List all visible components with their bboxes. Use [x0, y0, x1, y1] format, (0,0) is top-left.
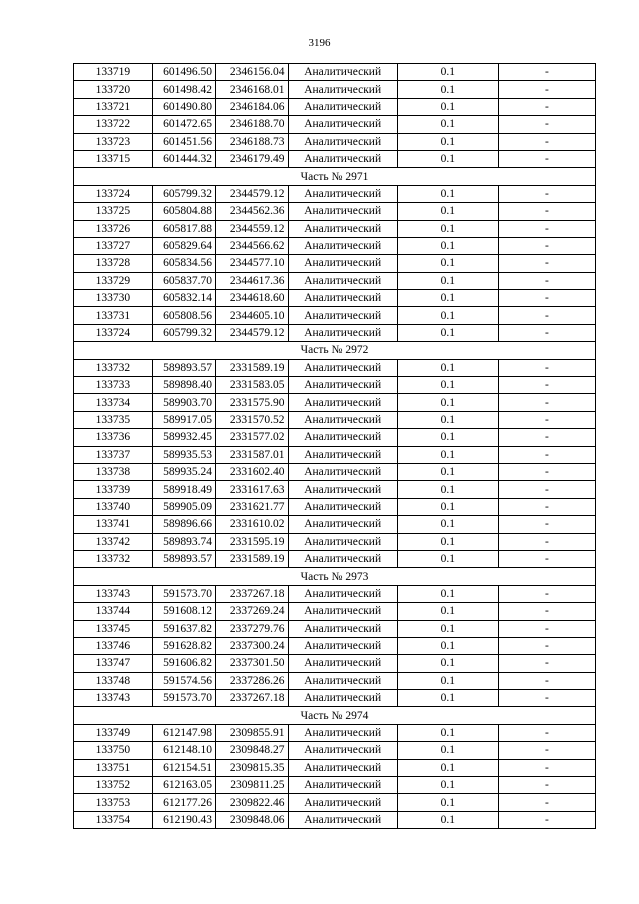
x-coordinate-cell: 601496.50: [152, 64, 215, 81]
y-coordinate-cell: 2344618.60: [215, 290, 288, 307]
point-number-cell: 133739: [74, 481, 153, 498]
point-number-cell: 133745: [74, 620, 153, 637]
x-coordinate-cell: 589893.74: [152, 533, 215, 550]
y-coordinate-cell: 2331595.19: [215, 533, 288, 550]
point-number-cell: 133743: [74, 690, 153, 707]
part-title: Часть № 2974: [74, 707, 596, 724]
part-header-row: [74, 568, 596, 585]
method-cell: Аналитический: [288, 324, 397, 341]
x-coordinate-cell: 605837.70: [152, 272, 215, 289]
point-number-cell: 133746: [74, 637, 153, 654]
description-cell: -: [498, 237, 595, 254]
method-cell: Аналитический: [288, 307, 397, 324]
method-cell: Аналитический: [288, 724, 397, 741]
method-cell: Аналитический: [288, 637, 397, 654]
method-cell: Аналитический: [288, 811, 397, 828]
y-coordinate-cell: 2309811.25: [215, 777, 288, 794]
point-number-cell: 133743: [74, 585, 153, 602]
method-cell: Аналитический: [288, 777, 397, 794]
x-coordinate-cell: 605832.14: [152, 290, 215, 307]
accuracy-cell: 0.1: [397, 498, 498, 515]
method-cell: Аналитический: [288, 98, 397, 115]
y-coordinate-cell: 2337286.26: [215, 672, 288, 689]
table-row: [74, 637, 596, 654]
table-row: [74, 64, 596, 81]
description-cell: -: [498, 307, 595, 324]
point-number-cell: 133723: [74, 133, 153, 150]
point-number-cell: 133737: [74, 446, 153, 463]
x-coordinate-cell: 589935.24: [152, 463, 215, 480]
x-coordinate-cell: 605834.56: [152, 255, 215, 272]
x-coordinate-cell: 612147.98: [152, 724, 215, 741]
table-row: [74, 742, 596, 759]
accuracy-cell: 0.1: [397, 81, 498, 98]
point-number-cell: 133750: [74, 742, 153, 759]
table-row: [74, 811, 596, 828]
table-row: [74, 585, 596, 602]
point-number-cell: 133744: [74, 603, 153, 620]
x-coordinate-cell: 591573.70: [152, 690, 215, 707]
accuracy-cell: 0.1: [397, 185, 498, 202]
description-cell: -: [498, 620, 595, 637]
point-number-cell: 133724: [74, 185, 153, 202]
y-coordinate-cell: 2337301.50: [215, 655, 288, 672]
table-row: [74, 759, 596, 776]
y-coordinate-cell: 2337267.18: [215, 585, 288, 602]
point-number-cell: 133721: [74, 98, 153, 115]
description-cell: -: [498, 290, 595, 307]
table-row: [74, 220, 596, 237]
table-row: [74, 672, 596, 689]
accuracy-cell: 0.1: [397, 377, 498, 394]
description-cell: -: [498, 637, 595, 654]
accuracy-cell: 0.1: [397, 429, 498, 446]
point-number-cell: 133724: [74, 324, 153, 341]
x-coordinate-cell: 601472.65: [152, 116, 215, 133]
accuracy-cell: 0.1: [397, 446, 498, 463]
description-cell: -: [498, 655, 595, 672]
accuracy-cell: 0.1: [397, 603, 498, 620]
description-cell: -: [498, 759, 595, 776]
description-cell: -: [498, 516, 595, 533]
table-row: [74, 255, 596, 272]
table-row: [74, 498, 596, 515]
description-cell: -: [498, 150, 595, 167]
table-row: [74, 777, 596, 794]
description-cell: -: [498, 133, 595, 150]
y-coordinate-cell: 2309815.35: [215, 759, 288, 776]
description-cell: -: [498, 742, 595, 759]
y-coordinate-cell: 2344617.36: [215, 272, 288, 289]
accuracy-cell: 0.1: [397, 637, 498, 654]
y-coordinate-cell: 2344577.10: [215, 255, 288, 272]
y-coordinate-cell: 2346188.73: [215, 133, 288, 150]
point-number-cell: 133754: [74, 811, 153, 828]
description-cell: -: [498, 359, 595, 376]
method-cell: Аналитический: [288, 185, 397, 202]
accuracy-cell: 0.1: [397, 359, 498, 376]
y-coordinate-cell: 2344605.10: [215, 307, 288, 324]
coordinates-table-body: [74, 64, 596, 829]
accuracy-cell: 0.1: [397, 655, 498, 672]
accuracy-cell: 0.1: [397, 237, 498, 254]
description-cell: -: [498, 585, 595, 602]
point-number-cell: 133747: [74, 655, 153, 672]
description-cell: -: [498, 98, 595, 115]
point-number-cell: 133749: [74, 724, 153, 741]
point-number-cell: 133732: [74, 550, 153, 567]
x-coordinate-cell: 601444.32: [152, 150, 215, 167]
x-coordinate-cell: 589896.66: [152, 516, 215, 533]
method-cell: Аналитический: [288, 603, 397, 620]
x-coordinate-cell: 605804.88: [152, 203, 215, 220]
method-cell: Аналитический: [288, 64, 397, 81]
description-cell: -: [498, 377, 595, 394]
y-coordinate-cell: 2309848.06: [215, 811, 288, 828]
point-number-cell: 133753: [74, 794, 153, 811]
accuracy-cell: 0.1: [397, 690, 498, 707]
description-cell: -: [498, 463, 595, 480]
y-coordinate-cell: 2344579.12: [215, 324, 288, 341]
y-coordinate-cell: 2331602.40: [215, 463, 288, 480]
accuracy-cell: 0.1: [397, 794, 498, 811]
description-cell: -: [498, 550, 595, 567]
point-number-cell: 133738: [74, 463, 153, 480]
description-cell: -: [498, 255, 595, 272]
description-cell: -: [498, 429, 595, 446]
y-coordinate-cell: 2331610.02: [215, 516, 288, 533]
y-coordinate-cell: 2346188.70: [215, 116, 288, 133]
accuracy-cell: 0.1: [397, 203, 498, 220]
method-cell: Аналитический: [288, 550, 397, 567]
table-row: [74, 550, 596, 567]
accuracy-cell: 0.1: [397, 150, 498, 167]
description-cell: -: [498, 411, 595, 428]
description-cell: -: [498, 794, 595, 811]
description-cell: -: [498, 203, 595, 220]
point-number-cell: 133731: [74, 307, 153, 324]
point-number-cell: 133735: [74, 411, 153, 428]
y-coordinate-cell: 2309848.27: [215, 742, 288, 759]
method-cell: Аналитический: [288, 446, 397, 463]
method-cell: Аналитический: [288, 150, 397, 167]
accuracy-cell: 0.1: [397, 759, 498, 776]
table-row: [74, 133, 596, 150]
part-title: Часть № 2972: [74, 342, 596, 359]
y-coordinate-cell: 2346168.01: [215, 81, 288, 98]
method-cell: Аналитический: [288, 290, 397, 307]
table-row: [74, 116, 596, 133]
point-number-cell: 133733: [74, 377, 153, 394]
y-coordinate-cell: 2331575.90: [215, 394, 288, 411]
x-coordinate-cell: 591574.56: [152, 672, 215, 689]
accuracy-cell: 0.1: [397, 620, 498, 637]
table-row: [74, 533, 596, 550]
part-header-row: [74, 707, 596, 724]
x-coordinate-cell: 612154.51: [152, 759, 215, 776]
table-row: [74, 150, 596, 167]
x-coordinate-cell: 591606.82: [152, 655, 215, 672]
accuracy-cell: 0.1: [397, 98, 498, 115]
y-coordinate-cell: 2337279.76: [215, 620, 288, 637]
description-cell: -: [498, 185, 595, 202]
method-cell: Аналитический: [288, 237, 397, 254]
description-cell: -: [498, 603, 595, 620]
point-number-cell: 133752: [74, 777, 153, 794]
y-coordinate-cell: 2337300.24: [215, 637, 288, 654]
method-cell: Аналитический: [288, 429, 397, 446]
point-number-cell: 133732: [74, 359, 153, 376]
y-coordinate-cell: 2344559.12: [215, 220, 288, 237]
y-coordinate-cell: 2346184.06: [215, 98, 288, 115]
description-cell: -: [498, 272, 595, 289]
accuracy-cell: 0.1: [397, 672, 498, 689]
method-cell: Аналитический: [288, 533, 397, 550]
coordinates-table: [73, 63, 596, 829]
x-coordinate-cell: 612163.05: [152, 777, 215, 794]
method-cell: Аналитический: [288, 203, 397, 220]
y-coordinate-cell: 2337267.18: [215, 690, 288, 707]
point-number-cell: 133736: [74, 429, 153, 446]
x-coordinate-cell: 612177.26: [152, 794, 215, 811]
y-coordinate-cell: 2337269.24: [215, 603, 288, 620]
method-cell: Аналитический: [288, 690, 397, 707]
table-row: [74, 324, 596, 341]
table-row: [74, 655, 596, 672]
y-coordinate-cell: 2331577.02: [215, 429, 288, 446]
accuracy-cell: 0.1: [397, 550, 498, 567]
description-cell: -: [498, 777, 595, 794]
table-row: [74, 794, 596, 811]
method-cell: Аналитический: [288, 620, 397, 637]
accuracy-cell: 0.1: [397, 742, 498, 759]
y-coordinate-cell: 2331621.77: [215, 498, 288, 515]
y-coordinate-cell: 2331589.19: [215, 550, 288, 567]
table-row: [74, 394, 596, 411]
table-row: [74, 411, 596, 428]
y-coordinate-cell: 2331617.63: [215, 481, 288, 498]
table-row: [74, 603, 596, 620]
method-cell: Аналитический: [288, 759, 397, 776]
accuracy-cell: 0.1: [397, 777, 498, 794]
y-coordinate-cell: 2331589.19: [215, 359, 288, 376]
point-number-cell: 133729: [74, 272, 153, 289]
accuracy-cell: 0.1: [397, 463, 498, 480]
x-coordinate-cell: 601490.80: [152, 98, 215, 115]
description-cell: -: [498, 811, 595, 828]
table-row: [74, 237, 596, 254]
accuracy-cell: 0.1: [397, 290, 498, 307]
y-coordinate-cell: 2309855.91: [215, 724, 288, 741]
method-cell: Аналитический: [288, 481, 397, 498]
method-cell: Аналитический: [288, 498, 397, 515]
point-number-cell: 133742: [74, 533, 153, 550]
x-coordinate-cell: 601498.42: [152, 81, 215, 98]
description-cell: -: [498, 64, 595, 81]
x-coordinate-cell: 589893.57: [152, 359, 215, 376]
accuracy-cell: 0.1: [397, 324, 498, 341]
table-row: [74, 290, 596, 307]
table-row: [74, 429, 596, 446]
description-cell: -: [498, 81, 595, 98]
table-row: [74, 724, 596, 741]
point-number-cell: 133751: [74, 759, 153, 776]
accuracy-cell: 0.1: [397, 133, 498, 150]
accuracy-cell: 0.1: [397, 481, 498, 498]
point-number-cell: 133727: [74, 237, 153, 254]
method-cell: Аналитический: [288, 81, 397, 98]
y-coordinate-cell: 2331570.52: [215, 411, 288, 428]
x-coordinate-cell: 589905.09: [152, 498, 215, 515]
point-number-cell: 133725: [74, 203, 153, 220]
description-cell: -: [498, 116, 595, 133]
method-cell: Аналитический: [288, 220, 397, 237]
table-row: [74, 481, 596, 498]
y-coordinate-cell: 2331583.05: [215, 377, 288, 394]
x-coordinate-cell: 589932.45: [152, 429, 215, 446]
x-coordinate-cell: 589918.49: [152, 481, 215, 498]
table-row: [74, 516, 596, 533]
accuracy-cell: 0.1: [397, 394, 498, 411]
x-coordinate-cell: 612190.43: [152, 811, 215, 828]
method-cell: Аналитический: [288, 655, 397, 672]
method-cell: Аналитический: [288, 794, 397, 811]
accuracy-cell: 0.1: [397, 255, 498, 272]
point-number-cell: 133722: [74, 116, 153, 133]
method-cell: Аналитический: [288, 133, 397, 150]
description-cell: -: [498, 533, 595, 550]
x-coordinate-cell: 605829.64: [152, 237, 215, 254]
part-header-row: [74, 342, 596, 359]
method-cell: Аналитический: [288, 394, 397, 411]
accuracy-cell: 0.1: [397, 533, 498, 550]
table-row: [74, 98, 596, 115]
x-coordinate-cell: 589903.70: [152, 394, 215, 411]
table-row: [74, 185, 596, 202]
accuracy-cell: 0.1: [397, 272, 498, 289]
method-cell: Аналитический: [288, 255, 397, 272]
y-coordinate-cell: 2331587.01: [215, 446, 288, 463]
x-coordinate-cell: 605799.32: [152, 324, 215, 341]
table-row: [74, 81, 596, 98]
method-cell: Аналитический: [288, 742, 397, 759]
x-coordinate-cell: 605817.88: [152, 220, 215, 237]
table-row: [74, 359, 596, 376]
table-row: [74, 203, 596, 220]
method-cell: Аналитический: [288, 359, 397, 376]
point-number-cell: 133730: [74, 290, 153, 307]
point-number-cell: 133740: [74, 498, 153, 515]
method-cell: Аналитический: [288, 585, 397, 602]
table-row: [74, 446, 596, 463]
table-row: [74, 307, 596, 324]
y-coordinate-cell: 2309822.46: [215, 794, 288, 811]
point-number-cell: 133726: [74, 220, 153, 237]
x-coordinate-cell: 591608.12: [152, 603, 215, 620]
x-coordinate-cell: 591628.82: [152, 637, 215, 654]
accuracy-cell: 0.1: [397, 811, 498, 828]
y-coordinate-cell: 2344566.62: [215, 237, 288, 254]
method-cell: Аналитический: [288, 272, 397, 289]
description-cell: -: [498, 690, 595, 707]
description-cell: -: [498, 324, 595, 341]
table-row: [74, 377, 596, 394]
description-cell: -: [498, 672, 595, 689]
accuracy-cell: 0.1: [397, 220, 498, 237]
accuracy-cell: 0.1: [397, 585, 498, 602]
x-coordinate-cell: 589898.40: [152, 377, 215, 394]
part-title: Часть № 2971: [74, 168, 596, 185]
point-number-cell: 133715: [74, 150, 153, 167]
x-coordinate-cell: 605799.32: [152, 185, 215, 202]
point-number-cell: 133720: [74, 81, 153, 98]
accuracy-cell: 0.1: [397, 516, 498, 533]
method-cell: Аналитический: [288, 672, 397, 689]
method-cell: Аналитический: [288, 116, 397, 133]
description-cell: -: [498, 481, 595, 498]
method-cell: Аналитический: [288, 463, 397, 480]
x-coordinate-cell: 589893.57: [152, 550, 215, 567]
table-row: [74, 690, 596, 707]
point-number-cell: 133728: [74, 255, 153, 272]
description-cell: -: [498, 394, 595, 411]
accuracy-cell: 0.1: [397, 307, 498, 324]
x-coordinate-cell: 589917.05: [152, 411, 215, 428]
y-coordinate-cell: 2344562.36: [215, 203, 288, 220]
accuracy-cell: 0.1: [397, 411, 498, 428]
point-number-cell: 133741: [74, 516, 153, 533]
y-coordinate-cell: 2346156.04: [215, 64, 288, 81]
method-cell: Аналитический: [288, 516, 397, 533]
x-coordinate-cell: 605808.56: [152, 307, 215, 324]
description-cell: -: [498, 498, 595, 515]
x-coordinate-cell: 591637.82: [152, 620, 215, 637]
method-cell: Аналитический: [288, 411, 397, 428]
point-number-cell: 133734: [74, 394, 153, 411]
part-title: Часть № 2973: [74, 568, 596, 585]
x-coordinate-cell: 612148.10: [152, 742, 215, 759]
accuracy-cell: 0.1: [397, 64, 498, 81]
description-cell: -: [498, 446, 595, 463]
method-cell: Аналитический: [288, 377, 397, 394]
accuracy-cell: 0.1: [397, 116, 498, 133]
accuracy-cell: 0.1: [397, 724, 498, 741]
description-cell: -: [498, 220, 595, 237]
y-coordinate-cell: 2346179.49: [215, 150, 288, 167]
table-row: [74, 272, 596, 289]
y-coordinate-cell: 2344579.12: [215, 185, 288, 202]
point-number-cell: 133719: [74, 64, 153, 81]
x-coordinate-cell: 591573.70: [152, 585, 215, 602]
description-cell: -: [498, 724, 595, 741]
part-header-row: [74, 168, 596, 185]
point-number-cell: 133748: [74, 672, 153, 689]
table-row: [74, 463, 596, 480]
x-coordinate-cell: 589935.53: [152, 446, 215, 463]
table-row: [74, 620, 596, 637]
x-coordinate-cell: 601451.56: [152, 133, 215, 150]
page-number: 3196: [308, 37, 331, 49]
